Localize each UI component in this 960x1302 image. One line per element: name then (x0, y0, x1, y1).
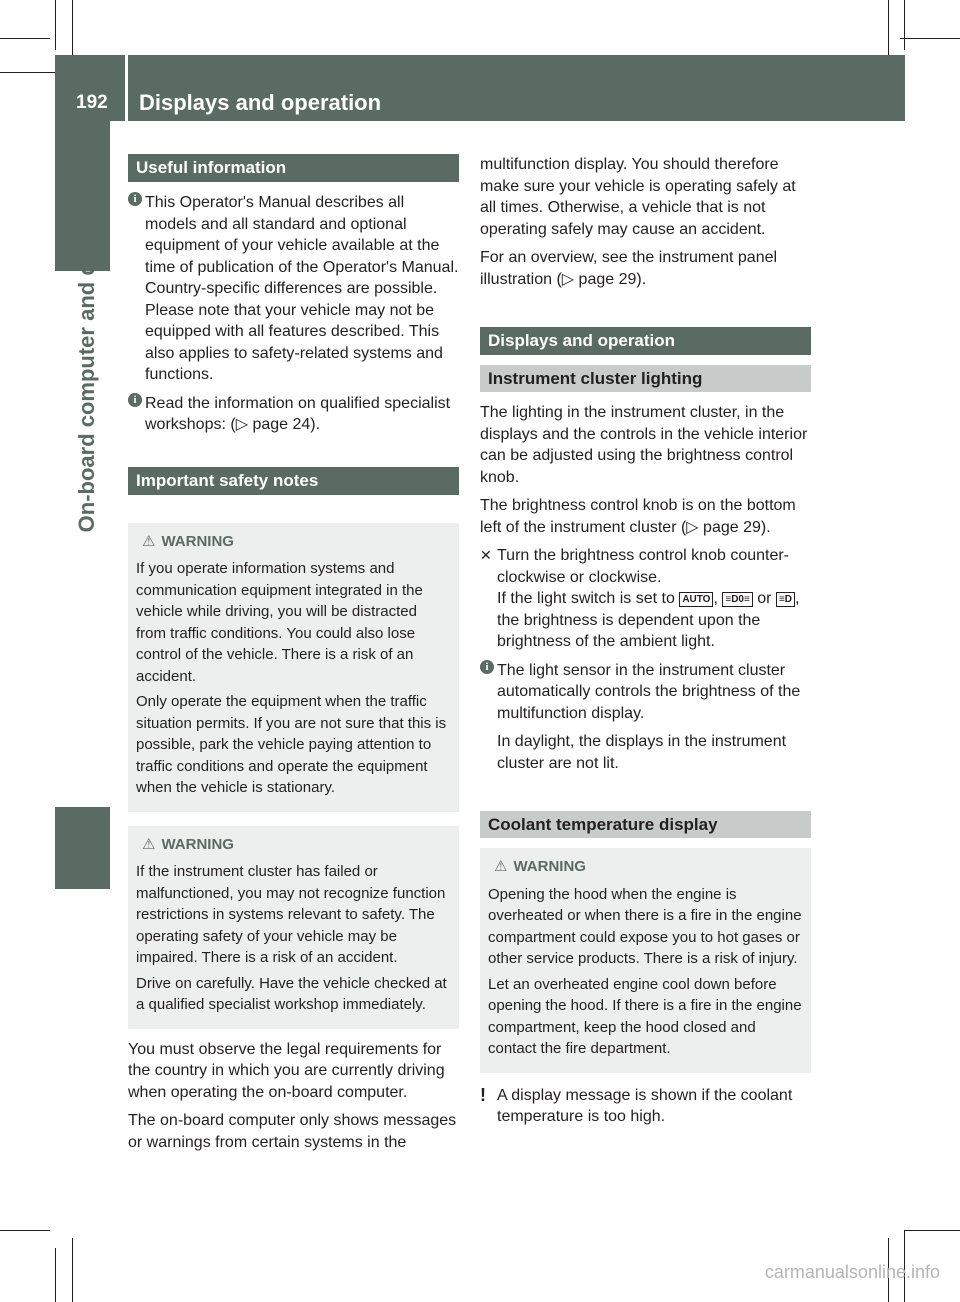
crop-mark (72, 1238, 73, 1302)
crop-mark (55, 0, 56, 50)
crop-mark (72, 0, 73, 60)
warning-box (128, 826, 459, 1029)
crop-mark (900, 38, 960, 39)
warning-triangle-icon: ⚠ (142, 835, 156, 853)
info-paragraph: i This Operator's Manual describes all models and all standard and optional equipment of your vehicle available at the time of publication of the Operator's Manual. Country-specific differences are possible. Please note that your vehicle may not be equipped with all features described. This also applies to safety-related systems and functions. (128, 192, 459, 386)
displays-heading: Displays and operation (480, 327, 811, 355)
crop-mark (904, 0, 905, 50)
crop-mark (0, 1230, 50, 1231)
warning-heading: ⚠ WARNING (488, 856, 803, 878)
section-title: Displays and operation (139, 90, 382, 115)
warning-text: If you operate information systems and communication equipment integrated in the vehicle while driving, you will be distracted from traffic conditions. You could also lose control of the vehicle. There is a risk of an accident. (136, 560, 423, 685)
warning-box (480, 848, 811, 1073)
right-column (480, 154, 811, 1135)
info-paragraph: i Read the information on qualified specialist workshops: (▷ page 24). (128, 393, 459, 436)
body-paragraph: For an overview, see the instrument panel illustration (▷ page 29). (480, 249, 778, 288)
warning-heading: ⚠ WARNING (136, 834, 451, 856)
warning-text: Only operate the equipment when the traffic situation permits. If you are not sure that this is possible, park the vehicle paying attention to traffic conditions and operate the equipment when the vehicle is stationary. (136, 693, 447, 796)
safety-heading: Important safety notes (128, 467, 459, 495)
body-paragraph: The on-board computer only shows messages or warnings from certain systems in the (128, 1112, 457, 1151)
crop-mark (55, 1248, 56, 1302)
warning-text: Drive on carefully. Have the vehicle checked at a qualified specialist workshop immediately. (136, 974, 447, 1013)
body-paragraph: The lighting in the instrument cluster, in the displays and the controls in the vehicle interior can be adjusted using the brightness control knob. (480, 404, 808, 486)
crop-mark (0, 72, 60, 73)
warning-heading: ⚠ WARNING (136, 531, 451, 553)
lighting-heading: Instrument cluster lighting (480, 365, 811, 392)
note-paragraph: ! A display message is shown if the coolant temperature is too high. (480, 1084, 793, 1125)
warning-triangle-icon: ⚠ (142, 532, 156, 550)
low-beam-icon: ≡D (776, 592, 795, 607)
info-paragraph: In daylight, the displays in the instrument cluster are not lit. (497, 733, 787, 772)
auto-light-icon: AUTO (679, 592, 713, 607)
body-paragraph: You must observe the legal requirements for the country in which you are currently driving when operating the on-board computer. (128, 1040, 445, 1101)
side-marker (55, 807, 110, 889)
info-icon: i (128, 192, 142, 206)
crop-mark (905, 1230, 960, 1231)
info-icon: i (480, 660, 494, 674)
warning-text: Opening the hood when the engine is overheated or when there is a fire in the engine compartment could expose you to hot gases or other service products. There is a risk of injury. (488, 885, 802, 967)
warning-text: If the instrument cluster has failed or malfunctioned, you may not recognize function restrictions in systems relevant to safety. The operating safety of your vehicle may be impaired. There is a risk of an accident. (136, 863, 446, 966)
info-icon: i (128, 393, 142, 407)
step-arrow-icon: ✕ (480, 547, 492, 563)
instruction-step: ✕ Turn the brightness control knob counter-clockwise or clockwise. If the light switch is set to AUTO , ≡D0≡ or ≡D , the brightness is dependent upon the brightness of the ambient light. (480, 547, 800, 650)
watermark: carmanualsonline.info (764, 1262, 940, 1282)
left-column (128, 154, 459, 1160)
useful-info-heading: Useful information (128, 154, 459, 182)
warning-box (128, 523, 459, 812)
body-paragraph: multifunction display. You should therefore make sure your vehicle is operating safely at all times. Otherwise, a vehicle that is not operating safely may cause an accident. (480, 156, 796, 238)
body-paragraph: The brightness control knob is on the bottom left of the instrument cluster (▷ page 29). (480, 497, 796, 536)
coolant-heading: Coolant temperature display (480, 811, 811, 838)
info-paragraph: i The light sensor in the instrument cluster automatically controls the brightness of the multifunction display. (480, 660, 811, 725)
page-number: 192 (76, 92, 108, 113)
chapter-label: On-board computer and displays (74, 187, 99, 533)
exclamation-icon: ! (480, 1084, 486, 1105)
header-divider (125, 55, 128, 121)
warning-triangle-icon: ⚠ (494, 858, 508, 875)
parking-light-icon: ≡D0≡ (722, 592, 752, 607)
crop-mark (888, 0, 889, 60)
crop-mark (0, 38, 50, 39)
warning-text: Let an overheated engine cool down before opening the hood. If there is a fire in the engine compartment, keep the hood closed and contact the fire department. (488, 975, 802, 1057)
